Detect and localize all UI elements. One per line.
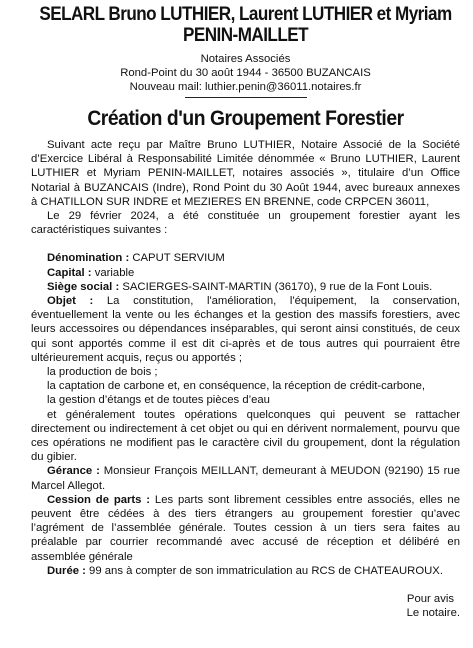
objet-item: la gestion d’étangs et de toutes pièces d’eau [47,394,270,407]
capital-row [31,266,460,280]
divider [185,97,307,98]
firm-address: Rond-Point du 30 août 1944 - 36500 BUZANCAIS [120,67,371,79]
siege-value: SACIERGES-SAINT-MARTIN (36170), 9 rue de la Font Louis. [119,280,433,293]
duree-value: 99 ans à compter de son immatriculation au RCS de CHATEAUROUX. [85,564,443,577]
firm-name-line1: SELARL Bruno LUTHIER, Laurent LUTHIER et Myriam [39,4,452,25]
cession-label: Cession de parts : [47,493,151,506]
gerance-value: Monsieur François MEILLANT, demeurant à MEUDON (92190) 15 rue Marcel Allegot. [31,465,460,492]
capital-label: Capital : [47,266,92,279]
denomination-row [31,251,460,265]
signature-line2: Le notaire. [406,607,460,620]
gerance-label: Gérance : [47,465,100,478]
firm-contact [31,52,460,94]
firm-name [34,4,456,46]
objet-label: Objet : [47,295,94,308]
objet-value: La constitution, l'amélioration, l'équipement, la conservation, éventuellement la vente ou les échanges et la gestion des massifs forestiers, avec leurs accessoires ou dépendances inséparables, qui seront ainsi constitués, de ceux qui sont apportés comme il est dit ci-après et de tous autres qui pourraient être ultérieurement acquis, reçus ou apportés ; [31,295,460,364]
capital-value: variable [91,266,135,279]
objet-general: et généralement toutes opérations quelconques qui peuvent se rattacher directement ou indirectement à cet objet ou qui en dérivent normalement, pourvu que ces opérations ne modifient pas le caractère civil du groupement, dont la régulation du gibier. [31,408,460,464]
firm-name-line2: PENIN-MAILLET [182,25,309,46]
duree-label: Durée : [47,564,86,577]
objet-item: la captation de carbone et, en conséquence, la réception de crédit-carbone, [47,380,426,393]
spacer [31,237,460,251]
denomination-label: Dénomination : [47,252,130,265]
notice-title: Création d'un Groupement Forestier [87,107,404,130]
firm-email: Nouveau mail: luthier.penin@36011.notaires.fr [129,81,362,93]
denomination-value: CAPUT SERVIUM [129,252,225,265]
cession-value: Les parts sont librement cessibles entre associés, elles ne peuvent être cédées à des tiers étrangers au groupement forestier qu’avec l’agrément de l’assemblée générale. Toutes cession à un tiers sera faites au préalable par courrier recommandé avec accusé de réception et délibéré en assemblée générale [31,493,460,563]
cession-row [31,493,460,564]
objet-row [31,294,460,365]
siege-label: Siège social : [47,280,120,293]
intro-date-paragraph: Le 29 février 2024, a été constituée un groupement forestier ayant les caractéristiques suivantes : [31,210,460,237]
objet-item: la production de bois ; [47,366,158,379]
firm-subtitle: Notaires Associés [200,53,291,65]
duree-row [31,564,460,578]
notice-body [31,138,460,578]
gerance-row [31,464,460,492]
siege-row [31,280,460,294]
intro-paragraph: Suivant acte reçu par Maître Bruno LUTHIER, Notaire Associé de la Société d’Exercice Libéral à Responsabilité Limitée dénommée « Bruno LUTHIER, Laurent LUTHIER et Myriam PENIN-MAILLET, notaires associés », titulaire d’un Office Notarial à BUZANCAIS (Indre), Rond Point du 30 Août 1944, avec bureaux annexes à CHATILLON SUR INDRE et MEZIERES EN BRENNE, code CRPCEN 36011, [31,139,460,208]
signature [31,592,460,620]
signature-line1: Pour avis [406,593,454,606]
